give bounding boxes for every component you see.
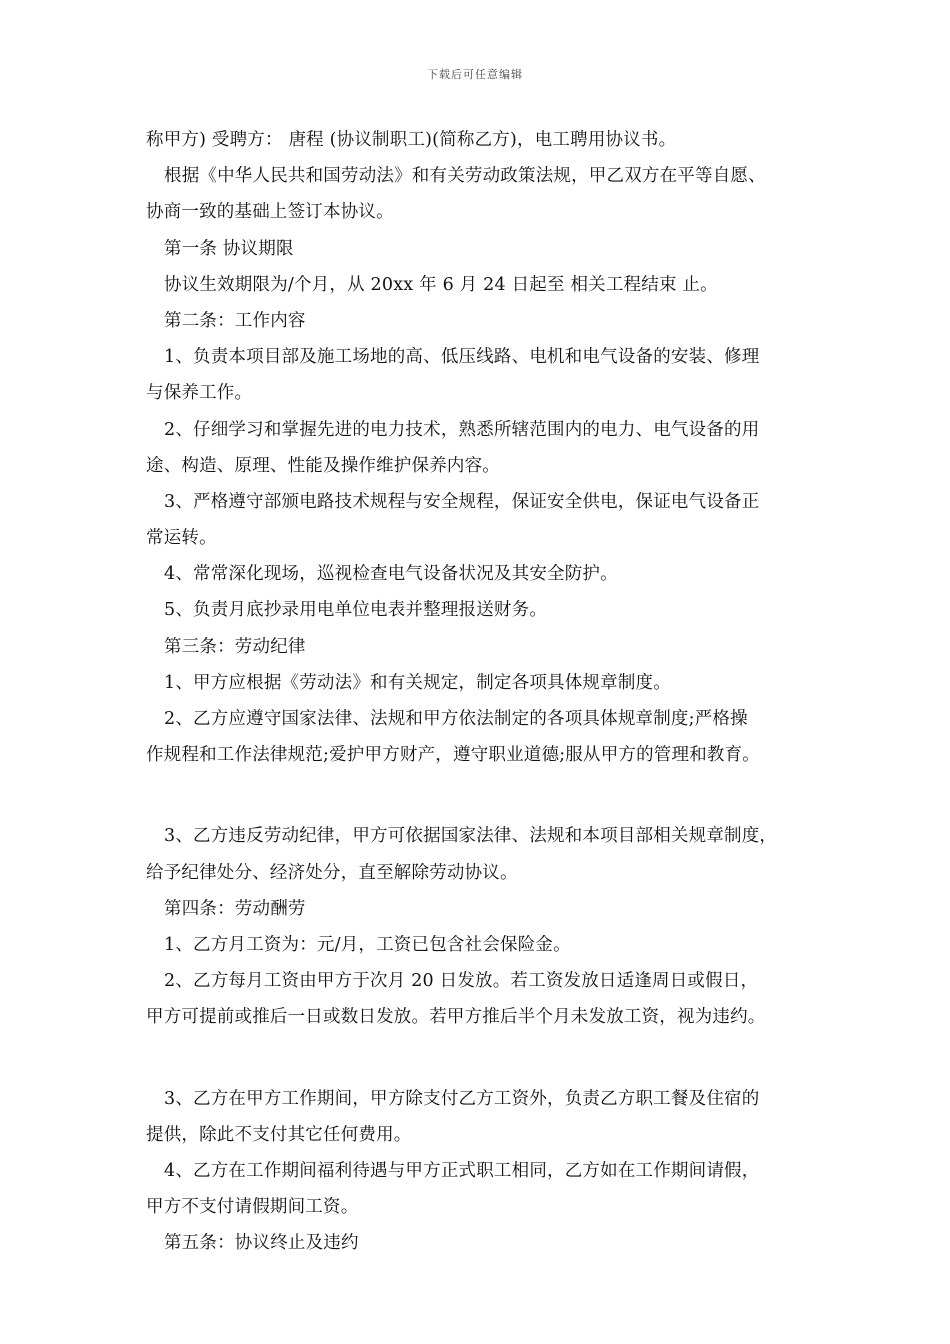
list-item: 1、乙方月工资为：元/月，工资已包含社会保险金。 [164, 934, 571, 955]
paragraph-line: 与保养工作。 [146, 383, 253, 404]
paragraph-line: 提供，除此不支付其它任何费用。 [146, 1124, 412, 1145]
paragraph-line: 协议生效期限为/个月，从 20xx 年 6 月 24 日起至 相关工程结束 止。 [164, 274, 718, 295]
paragraph-gap [146, 1036, 826, 1081]
paragraph-line: 途、构造、原理、性能及操作维护保养内容。 [146, 455, 500, 476]
paragraph-line: 根据《中华人民共和国劳动法》和有关劳动政策法规，甲乙双方在平等自愿、 [164, 166, 766, 187]
section-heading: 第二条：工作内容 [164, 310, 306, 331]
paragraph-line: 甲方可提前或推后一日或数日发放。若甲方推后半个月未发放工资，视为违约。 [146, 1007, 766, 1028]
list-item: 2、乙方每月工资由甲方于次月 20 日发放。若工资发放日适逢周日或假日， [164, 971, 759, 992]
paragraph-line: 协商一致的基础上签订本协议。 [146, 202, 394, 223]
list-item: 1、甲方应根据《劳动法》和有关规定，制定各项具体规章制度。 [164, 672, 671, 693]
paragraph-line: 称甲方) 受聘方： 唐程 (协议制职工)(简称乙方)，电工聘用协议书。 [146, 130, 677, 150]
paragraph-line: 给予纪律处分、经济处分，直至解除劳动协议。 [146, 862, 518, 883]
paragraph-line: 作规程和工作法律规范;爱护甲方财产，遵守职业道德;服从甲方的管理和教育。 [146, 745, 760, 766]
section-heading: 第四条：劳动酬劳 [164, 898, 306, 919]
list-item: 1、负责本项目部及施工场地的高、低压线路、电机和电气设备的安装、修理 [164, 347, 760, 368]
list-item: 3、乙方违反劳动纪律，甲方可依据国家法律、法规和本项目部相关规章制度， [164, 826, 778, 847]
list-item: 3、乙方在甲方工作期间，甲方除支付乙方工资外，负责乙方职工餐及住宿的 [164, 1088, 760, 1109]
list-item: 2、仔细学习和掌握先进的电力技术，熟悉所辖范围内的电力、电气设备的用 [164, 419, 760, 440]
paragraph-gap [146, 773, 826, 818]
section-heading: 第五条：协议终止及违约 [164, 1233, 359, 1254]
paragraph-line: 甲方不支付请假期间工资。 [146, 1197, 359, 1218]
list-item: 2、乙方应遵守国家法律、法规和甲方依法制定的各项具体规章制度;严格操 [164, 709, 748, 729]
list-item: 4、常常深化现场，巡视检查电气设备状况及其安全防护。 [164, 564, 618, 585]
section-heading: 第一条 协议期限 [164, 238, 294, 259]
header-note: 下载后可任意编辑 [427, 68, 523, 81]
list-item: 5、负责月底抄录用电单位电表并整理报送财务。 [164, 600, 548, 621]
list-item: 4、乙方在工作期间福利待遇与甲方正式职工相同，乙方如在工作期间请假， [164, 1160, 760, 1181]
paragraph-line: 常运转。 [146, 528, 217, 549]
section-heading: 第三条：劳动纪律 [164, 636, 306, 657]
list-item: 3、严格遵守部颁电路技术规程与安全规程，保证安全供电，保证电气设备正 [164, 491, 760, 512]
document-body [146, 122, 826, 1261]
